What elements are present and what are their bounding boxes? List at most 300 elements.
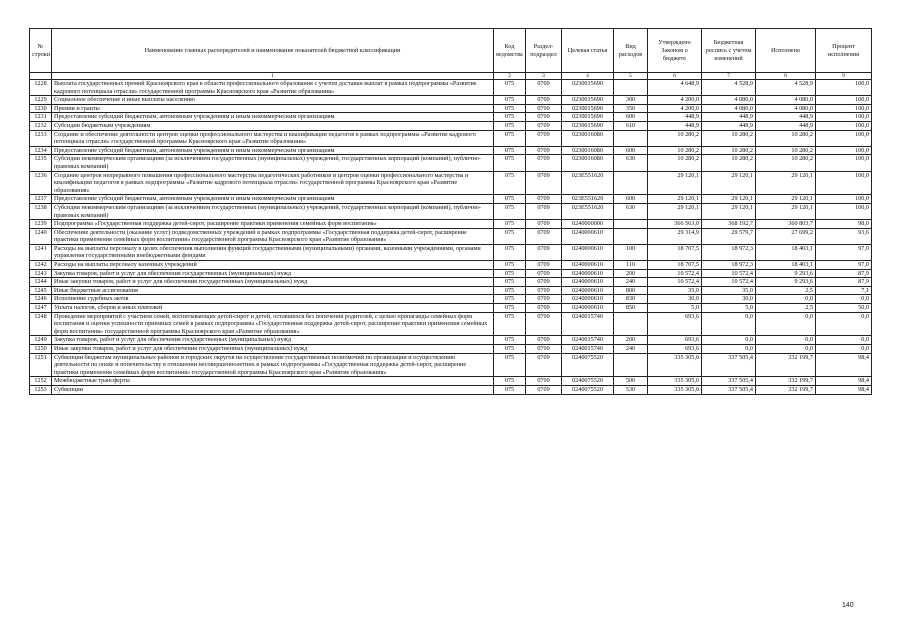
row-percent: 100,0 [816, 80, 872, 96]
row-budget-list: 35,0 [702, 286, 756, 295]
table-row [30, 104, 872, 113]
table-row [30, 203, 872, 219]
row-section-code: 0709 [526, 203, 562, 219]
row-name: Выплата государственных премий Красноярского края в области профессионального образования с учетом доставки выплат в рамках подпрограммы «Развитие кадрового потенциала отрасли» государственной программы Красноярского края «Развитие образования» [52, 80, 494, 96]
row-ved-code: 075 [494, 146, 526, 155]
table-row [30, 228, 872, 244]
row-number: 1253 [30, 385, 52, 394]
row-ved-code: 075 [494, 385, 526, 394]
row-target-article: 0230015690 [562, 104, 614, 113]
row-approved: 366 563,0 [648, 220, 702, 229]
row-ved-code: 075 [494, 377, 526, 386]
row-executed: 10 280,2 [756, 130, 816, 146]
header-rosp: Бюджетная роспись с учетом изменений [702, 29, 756, 73]
row-number: 1249 [30, 336, 52, 345]
row-name: Иные бюджетные ассигнования [52, 286, 494, 295]
row-expense-type: 850 [614, 304, 648, 313]
row-ved-code: 075 [494, 261, 526, 270]
column-number-blank [30, 73, 52, 80]
row-section-code: 0709 [526, 336, 562, 345]
row-name: Иные закупки товаров, работ и услуг для обеспечения государственных (муниципальных) нужд [52, 345, 494, 354]
row-number: 1251 [30, 353, 52, 377]
row-ved-code: 075 [494, 244, 526, 260]
row-expense-type [614, 312, 648, 336]
table-row [30, 295, 872, 304]
table-row [30, 345, 872, 354]
column-number: 7 [702, 73, 756, 80]
row-ved-code: 075 [494, 80, 526, 96]
header-isp: Исполнено [756, 29, 816, 73]
row-number: 1242 [30, 261, 52, 270]
row-number: 1247 [30, 304, 52, 313]
row-percent: 100,0 [816, 121, 872, 130]
row-budget-list: 5,0 [702, 304, 756, 313]
row-budget-list: 0,0 [702, 312, 756, 336]
row-budget-list: 448,9 [702, 121, 756, 130]
row-approved: 10 280,2 [648, 130, 702, 146]
row-executed: 0,0 [756, 336, 816, 345]
row-section-code: 0709 [526, 113, 562, 122]
row-expense-type: 200 [614, 336, 648, 345]
row-target-article: 0230015690 [562, 121, 614, 130]
row-target-article: 0230015690 [562, 80, 614, 96]
row-budget-list: 337 505,4 [702, 377, 756, 386]
row-name: Создание и обеспечение деятельности центров оценки профессионального мастерства и квалификации педагогов в рамках подпрограммы «Развитие кадрового потенциала отрасли» государственной программы Красноярского края «Развитие образования» [52, 130, 494, 146]
row-expense-type [614, 80, 648, 96]
row-approved: 4 200,0 [648, 104, 702, 113]
row-percent: 50,0 [816, 304, 872, 313]
row-budget-list: 30,0 [702, 295, 756, 304]
column-number: 9 [816, 73, 872, 80]
row-expense-type [614, 228, 648, 244]
row-expense-type: 630 [614, 155, 648, 171]
row-percent: 100,0 [816, 171, 872, 195]
row-number: 1231 [30, 113, 52, 122]
row-budget-list: 29 120,1 [702, 203, 756, 219]
row-executed: 332 199,7 [756, 385, 816, 394]
row-ved-code: 075 [494, 203, 526, 219]
row-expense-type: 500 [614, 377, 648, 386]
row-percent: 98,0 [816, 220, 872, 229]
row-approved: 29 314,9 [648, 228, 702, 244]
row-section-code: 0709 [526, 304, 562, 313]
row-number: 1228 [30, 80, 52, 96]
row-name: Предоставление субсидий бюджетным, автономным учреждениям и иным некоммерческим организациям [52, 113, 494, 122]
row-percent: 98,4 [816, 353, 872, 377]
row-name: Расходы на выплаты персоналу казенных учреждений [52, 261, 494, 270]
row-executed: 29 120,1 [756, 203, 816, 219]
row-executed: 4 528,9 [756, 80, 816, 96]
row-number: 1252 [30, 377, 52, 386]
row-ved-code: 075 [494, 286, 526, 295]
table-row [30, 312, 872, 336]
row-executed: 10 280,2 [756, 155, 816, 171]
row-ved-code: 075 [494, 312, 526, 336]
row-executed: 0,0 [756, 295, 816, 304]
row-number: 1229 [30, 96, 52, 105]
row-executed: 29 120,1 [756, 171, 816, 195]
row-approved: 335 305,0 [648, 385, 702, 394]
row-name: Предоставление субсидий бюджетным, автономным учреждениям и иным некоммерческим организациям [52, 146, 494, 155]
row-section-code: 0709 [526, 261, 562, 270]
header-vr: Вид расходов [614, 29, 648, 73]
row-executed: 332 199,7 [756, 353, 816, 377]
row-executed: 2,5 [756, 304, 816, 313]
row-number: 1243 [30, 269, 52, 278]
row-section-code: 0709 [526, 286, 562, 295]
table-row [30, 121, 872, 130]
row-name: Субсидии некоммерческим организациям (за исключением государственных (муниципальных) учреждений, государственных корпораций (компаний), публично-правовых компаний) [52, 155, 494, 171]
row-target-article: 023E551620 [562, 171, 614, 195]
row-expense-type: 800 [614, 286, 648, 295]
row-target-article: 0240000610 [562, 286, 614, 295]
row-executed: 9 293,6 [756, 278, 816, 287]
row-budget-list: 10 572,4 [702, 269, 756, 278]
row-number: 1237 [30, 195, 52, 204]
header-utv: Утверждено Законом о бюджете [648, 29, 702, 73]
row-section-code: 0709 [526, 80, 562, 96]
row-percent: 100,0 [816, 96, 872, 105]
row-ved-code: 075 [494, 171, 526, 195]
row-executed: 448,9 [756, 121, 816, 130]
row-ved-code: 075 [494, 295, 526, 304]
row-approved: 29 120,1 [648, 195, 702, 204]
row-percent: 100,0 [816, 104, 872, 113]
column-number: 8 [756, 73, 816, 80]
row-name: Субсидии бюджетным учреждениям [52, 121, 494, 130]
budget-execution-table [29, 28, 872, 395]
row-expense-type [614, 220, 648, 229]
table-row [30, 261, 872, 270]
row-number: 1239 [30, 220, 52, 229]
row-target-article: 0240000610 [562, 244, 614, 260]
row-section-code: 0709 [526, 295, 562, 304]
table-row [30, 146, 872, 155]
row-approved: 10 280,2 [648, 155, 702, 171]
row-executed: 4 080,0 [756, 96, 816, 105]
row-percent: 93,6 [816, 228, 872, 244]
row-expense-type: 630 [614, 203, 648, 219]
row-number: 1250 [30, 345, 52, 354]
row-approved: 693,6 [648, 312, 702, 336]
row-executed: 29 120,1 [756, 195, 816, 204]
row-target-article: 0240015740 [562, 336, 614, 345]
row-approved: 448,9 [648, 121, 702, 130]
row-budget-list: 18 972,3 [702, 244, 756, 260]
row-number: 1240 [30, 228, 52, 244]
row-ved-code: 075 [494, 228, 526, 244]
table-row [30, 244, 872, 260]
row-ved-code: 075 [494, 220, 526, 229]
row-name: Предоставление субсидий бюджетным, автономным учреждениям и иным некоммерческим организациям [52, 195, 494, 204]
row-approved: 4 200,0 [648, 96, 702, 105]
row-budget-list: 29 120,1 [702, 171, 756, 195]
row-number: 1235 [30, 155, 52, 171]
row-percent: 7,1 [816, 286, 872, 295]
row-budget-list: 337 505,4 [702, 353, 756, 377]
row-percent: 0,0 [816, 336, 872, 345]
row-number: 1244 [30, 278, 52, 287]
row-percent: 100,0 [816, 146, 872, 155]
row-name: Закупка товаров, работ и услуг для обеспечения государственных (муниципальных) нужд [52, 269, 494, 278]
row-budget-list: 337 505,4 [702, 385, 756, 394]
row-approved: 10 572,4 [648, 269, 702, 278]
row-budget-list: 4 080,0 [702, 104, 756, 113]
table-row [30, 195, 872, 204]
row-expense-type: 240 [614, 345, 648, 354]
row-target-article: 0230016080 [562, 130, 614, 146]
row-percent: 98,4 [816, 385, 872, 394]
row-budget-list: 4 080,0 [702, 96, 756, 105]
row-executed: 10 280,2 [756, 146, 816, 155]
row-name: Подпрограмма «Государственная поддержка детей-сирот, расширение практики применения семейных форм воспитания» [52, 220, 494, 229]
table-row [30, 336, 872, 345]
row-number: 1248 [30, 312, 52, 336]
row-approved: 335 305,0 [648, 353, 702, 377]
row-name: Обеспечение деятельности (оказание услуг) подведомственных учреждений в рамках подпрограммы «Государственная поддержка детей-сирот, расширение практики применения семейных форм воспитания» государственной программы Красноярского края «Развитие образования» [52, 228, 494, 244]
row-executed: 360 803,7 [756, 220, 816, 229]
row-target-article: 0240000610 [562, 228, 614, 244]
row-approved: 5,0 [648, 304, 702, 313]
row-percent: 97,0 [816, 244, 872, 260]
table-row [30, 385, 872, 394]
row-target-article: 0240000610 [562, 278, 614, 287]
row-executed: 27 699,2 [756, 228, 816, 244]
header-row [30, 29, 872, 73]
row-budget-list: 368 192,7 [702, 220, 756, 229]
row-budget-list: 10 280,2 [702, 155, 756, 171]
row-section-code: 0709 [526, 377, 562, 386]
row-budget-list: 29 120,1 [702, 195, 756, 204]
row-expense-type: 600 [614, 195, 648, 204]
row-expense-type: 610 [614, 121, 648, 130]
row-ved-code: 075 [494, 96, 526, 105]
table-row [30, 80, 872, 96]
row-name: Субсидии некоммерческим организациям (за исключением государственных (муниципальных) учреждений, государственных корпораций (компаний), публично-правовых компаний) [52, 203, 494, 219]
table-body [30, 80, 872, 395]
row-percent: 100,0 [816, 203, 872, 219]
row-section-code: 0709 [526, 171, 562, 195]
header-pct: Процент исполнения [816, 29, 872, 73]
column-number: 2 [494, 73, 526, 80]
column-number-row [30, 73, 872, 80]
row-section-code: 0709 [526, 278, 562, 287]
row-budget-list: 10 280,2 [702, 146, 756, 155]
column-number: 1 [52, 73, 494, 80]
row-budget-list: 29 579,7 [702, 228, 756, 244]
row-percent: 0,0 [816, 312, 872, 336]
table-row [30, 377, 872, 386]
row-section-code: 0709 [526, 220, 562, 229]
row-approved: 18 707,5 [648, 244, 702, 260]
row-target-article: 0240015740 [562, 345, 614, 354]
table-row [30, 96, 872, 105]
row-section-code: 0709 [526, 385, 562, 394]
column-number: 6 [648, 73, 702, 80]
row-approved: 29 120,1 [648, 171, 702, 195]
row-executed: 18 403,1 [756, 261, 816, 270]
row-target-article: 0240000610 [562, 295, 614, 304]
row-name: Закупка товаров, работ и услуг для обеспечения государственных (муниципальных) нужд [52, 336, 494, 345]
row-target-article: 0240000610 [562, 304, 614, 313]
table-row [30, 171, 872, 195]
table-row [30, 155, 872, 171]
row-executed: 0,0 [756, 345, 816, 354]
row-ved-code: 075 [494, 353, 526, 377]
row-section-code: 0709 [526, 130, 562, 146]
table-row [30, 278, 872, 287]
row-percent: 100,0 [816, 195, 872, 204]
row-approved: 18 707,5 [648, 261, 702, 270]
row-expense-type: 100 [614, 244, 648, 260]
row-percent: 0,0 [816, 345, 872, 354]
row-percent: 100,0 [816, 155, 872, 171]
row-approved: 448,9 [648, 113, 702, 122]
row-percent: 0,0 [816, 295, 872, 304]
row-percent: 87,9 [816, 269, 872, 278]
header-num: № строки [30, 29, 52, 73]
row-number: 1230 [30, 104, 52, 113]
row-budget-list: 448,9 [702, 113, 756, 122]
row-executed: 2,5 [756, 286, 816, 295]
header-ved: Код ведомства [494, 29, 526, 73]
row-ved-code: 075 [494, 278, 526, 287]
row-budget-list: 0,0 [702, 336, 756, 345]
row-section-code: 0709 [526, 244, 562, 260]
row-approved: 335 305,0 [648, 377, 702, 386]
header-cs: Целевая статья [562, 29, 614, 73]
row-number: 1234 [30, 146, 52, 155]
row-name: Премии и гранты [52, 104, 494, 113]
row-expense-type: 830 [614, 295, 648, 304]
row-percent: 98,4 [816, 377, 872, 386]
row-target-article: 0240000610 [562, 261, 614, 270]
column-number: 5 [614, 73, 648, 80]
row-expense-type [614, 130, 648, 146]
table-row [30, 220, 872, 229]
row-budget-list: 0,0 [702, 345, 756, 354]
row-target-article: 023E551620 [562, 203, 614, 219]
row-executed: 448,9 [756, 113, 816, 122]
row-expense-type: 110 [614, 261, 648, 270]
row-approved: 29 120,1 [648, 203, 702, 219]
row-name: Иные закупки товаров, работ и услуг для обеспечения государственных (муниципальных) нужд [52, 278, 494, 287]
row-section-code: 0709 [526, 195, 562, 204]
row-expense-type: 600 [614, 113, 648, 122]
row-target-article: 0230016080 [562, 155, 614, 171]
row-expense-type [614, 171, 648, 195]
row-name: Уплата налогов, сборов и иных платежей [52, 304, 494, 313]
row-target-article: 0240015740 [562, 312, 614, 336]
row-percent: 97,0 [816, 261, 872, 270]
row-executed: 9 293,6 [756, 269, 816, 278]
row-section-code: 0709 [526, 104, 562, 113]
row-name: Расходы на выплаты персоналу в целях обеспечения выполнения функций государственными (муниципальными) органами, казенными учреждениями, органами управления государственными внебюджетными фондами [52, 244, 494, 260]
row-expense-type: 530 [614, 385, 648, 394]
row-approved: 4 648,9 [648, 80, 702, 96]
row-section-code: 0709 [526, 353, 562, 377]
row-target-article: 0240075520 [562, 385, 614, 394]
row-name: Исполнение судебных актов [52, 295, 494, 304]
row-approved: 10 572,4 [648, 278, 702, 287]
row-approved: 10 280,2 [648, 146, 702, 155]
row-expense-type: 200 [614, 269, 648, 278]
row-number: 1241 [30, 244, 52, 260]
row-percent: 100,0 [816, 130, 872, 146]
row-ved-code: 075 [494, 130, 526, 146]
table-row [30, 269, 872, 278]
header-razd: Раздел-подраздел [526, 29, 562, 73]
row-executed: 4 080,0 [756, 104, 816, 113]
row-ved-code: 075 [494, 336, 526, 345]
row-approved: 693,6 [648, 345, 702, 354]
page-number: 140 [842, 602, 854, 609]
row-target-article: 0240000610 [562, 269, 614, 278]
column-number: 3 [526, 73, 562, 80]
row-ved-code: 075 [494, 155, 526, 171]
row-target-article: 0230016080 [562, 146, 614, 155]
table-row [30, 353, 872, 377]
row-section-code: 0709 [526, 146, 562, 155]
row-expense-type: 600 [614, 146, 648, 155]
row-number: 1246 [30, 295, 52, 304]
row-ved-code: 075 [494, 195, 526, 204]
table-row [30, 286, 872, 295]
row-section-code: 0709 [526, 96, 562, 105]
row-expense-type [614, 353, 648, 377]
row-number: 1232 [30, 121, 52, 130]
row-name: Социальное обеспечение и иные выплаты населению [52, 96, 494, 105]
row-name: Субвенции бюджетам муниципальных районов и городских округов на осуществление государственных полномочий по организации и осуществлению деятельности по опеке и попечительству в отношении несовершеннолетних в рамках подпрограммы «Государственная поддержка детей-сирот, расширение практики применения семейных форм воспитания» государственной программы Красноярского края «Развитие образования» [52, 353, 494, 377]
row-percent: 87,9 [816, 278, 872, 287]
row-ved-code: 075 [494, 304, 526, 313]
row-budget-list: 10 572,4 [702, 278, 756, 287]
row-section-code: 0709 [526, 312, 562, 336]
row-name: Межбюджетные трансферты [52, 377, 494, 386]
row-section-code: 0709 [526, 269, 562, 278]
row-target-article: 0230015690 [562, 113, 614, 122]
column-number: 4 [562, 73, 614, 80]
table-row [30, 130, 872, 146]
row-ved-code: 075 [494, 104, 526, 113]
row-ved-code: 075 [494, 121, 526, 130]
row-executed: 0,0 [756, 312, 816, 336]
row-executed: 332 199,7 [756, 377, 816, 386]
row-ved-code: 075 [494, 345, 526, 354]
row-budget-list: 10 280,2 [702, 130, 756, 146]
table-row [30, 113, 872, 122]
table-row [30, 304, 872, 313]
row-budget-list: 4 528,9 [702, 80, 756, 96]
row-target-article: 0240075520 [562, 353, 614, 377]
row-expense-type: 350 [614, 104, 648, 113]
row-name: Создание центров непрерывного повышения профессионального мастерства педагогических работников и центров оценки профессионального мастерства и квалификации педагогов в рамках подпрограммы «Развитие кадрового потенциала отрасли» государственной программы Красноярского края «Развитие образования» [52, 171, 494, 195]
row-approved: 30,0 [648, 295, 702, 304]
row-approved: 35,0 [648, 286, 702, 295]
row-number: 1236 [30, 171, 52, 195]
row-section-code: 0709 [526, 155, 562, 171]
row-number: 1238 [30, 203, 52, 219]
row-section-code: 0709 [526, 228, 562, 244]
row-section-code: 0709 [526, 121, 562, 130]
row-budget-list: 18 972,3 [702, 261, 756, 270]
row-section-code: 0709 [526, 345, 562, 354]
row-approved: 693,6 [648, 336, 702, 345]
row-executed: 18 403,1 [756, 244, 816, 260]
row-target-article: 0240000000 [562, 220, 614, 229]
row-number: 1233 [30, 130, 52, 146]
row-number: 1245 [30, 286, 52, 295]
